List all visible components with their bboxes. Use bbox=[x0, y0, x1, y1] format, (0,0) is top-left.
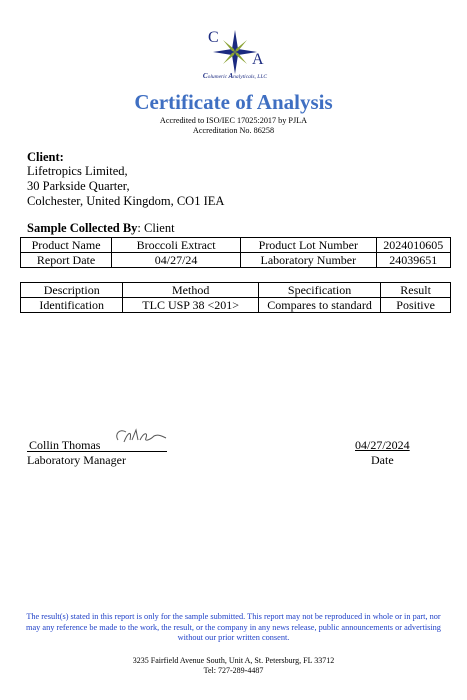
table-row bbox=[21, 253, 451, 268]
table-row bbox=[21, 238, 451, 253]
column-header: Method bbox=[123, 283, 258, 298]
table-cell: Report Date bbox=[21, 253, 112, 268]
signature-line bbox=[27, 451, 167, 452]
table-cell: 24039651 bbox=[376, 253, 450, 268]
client-address-line: 30 Parkside Quarter, bbox=[27, 179, 130, 193]
client-heading: Client: bbox=[27, 150, 64, 164]
date-label: Date bbox=[371, 453, 394, 467]
logo-tagline: Columeric Analyticals, LLC bbox=[202, 72, 268, 80]
table-header-row bbox=[21, 283, 451, 298]
table-cell: TLC USP 38 <201> bbox=[123, 298, 258, 313]
client-address-line: Colchester, United Kingdom, CO1 IEA bbox=[27, 194, 225, 208]
handwritten-signature bbox=[110, 426, 170, 448]
table-row bbox=[21, 298, 451, 313]
compass-star-icon bbox=[213, 30, 257, 74]
column-header: Description bbox=[21, 283, 123, 298]
table-cell: Identification bbox=[21, 298, 123, 313]
logo-letter-a: A bbox=[252, 51, 264, 68]
signatory-name: Collin Thomas bbox=[29, 438, 101, 452]
table-cell: Laboratory Number bbox=[241, 253, 377, 268]
disclaimer-text: The result(s) stated in this report is only for the sample submitted. This report may not be reproduced in whole or in part, nor may any reference be made to the work, the result, or the company in any news release, public announcements or advertising without our prior written consent. bbox=[26, 612, 441, 642]
company-address: 3235 Fairfield Avenue South, Unit A, St. Petersburg, FL 33712 bbox=[132, 656, 335, 665]
table-cell: 04/27/24 bbox=[112, 253, 241, 268]
document-title: Certificate of Analysis bbox=[134, 90, 333, 114]
signature-date: 04/27/2024 bbox=[355, 438, 410, 452]
client-name: Lifetropics Limited, bbox=[27, 164, 128, 178]
table-cell: Positive bbox=[381, 298, 451, 313]
column-header: Specification bbox=[258, 283, 380, 298]
column-header: Result bbox=[381, 283, 451, 298]
table-cell: Broccoli Extract bbox=[112, 238, 241, 253]
sample-collected-label: Sample Collected By bbox=[27, 221, 138, 235]
accreditation-number: Accreditation No. 86258 bbox=[192, 126, 275, 135]
product-info-table bbox=[20, 237, 451, 268]
accreditation-line: Accredited to ISO/IEC 17025:2017 by PJLA bbox=[159, 116, 308, 125]
signatory-role: Laboratory Manager bbox=[27, 453, 126, 467]
results-table bbox=[20, 282, 451, 313]
table-cell: 2024010605 bbox=[376, 238, 450, 253]
table-cell: Product Lot Number bbox=[241, 238, 377, 253]
company-phone: Tel: 727-289-4487 bbox=[203, 666, 264, 675]
logo-letter-c: C bbox=[208, 29, 219, 46]
table-cell: Product Name bbox=[21, 238, 112, 253]
sample-collected-by bbox=[27, 221, 175, 236]
table-cell: Compares to standard bbox=[258, 298, 380, 313]
sample-collected-value: : Client bbox=[137, 221, 175, 235]
